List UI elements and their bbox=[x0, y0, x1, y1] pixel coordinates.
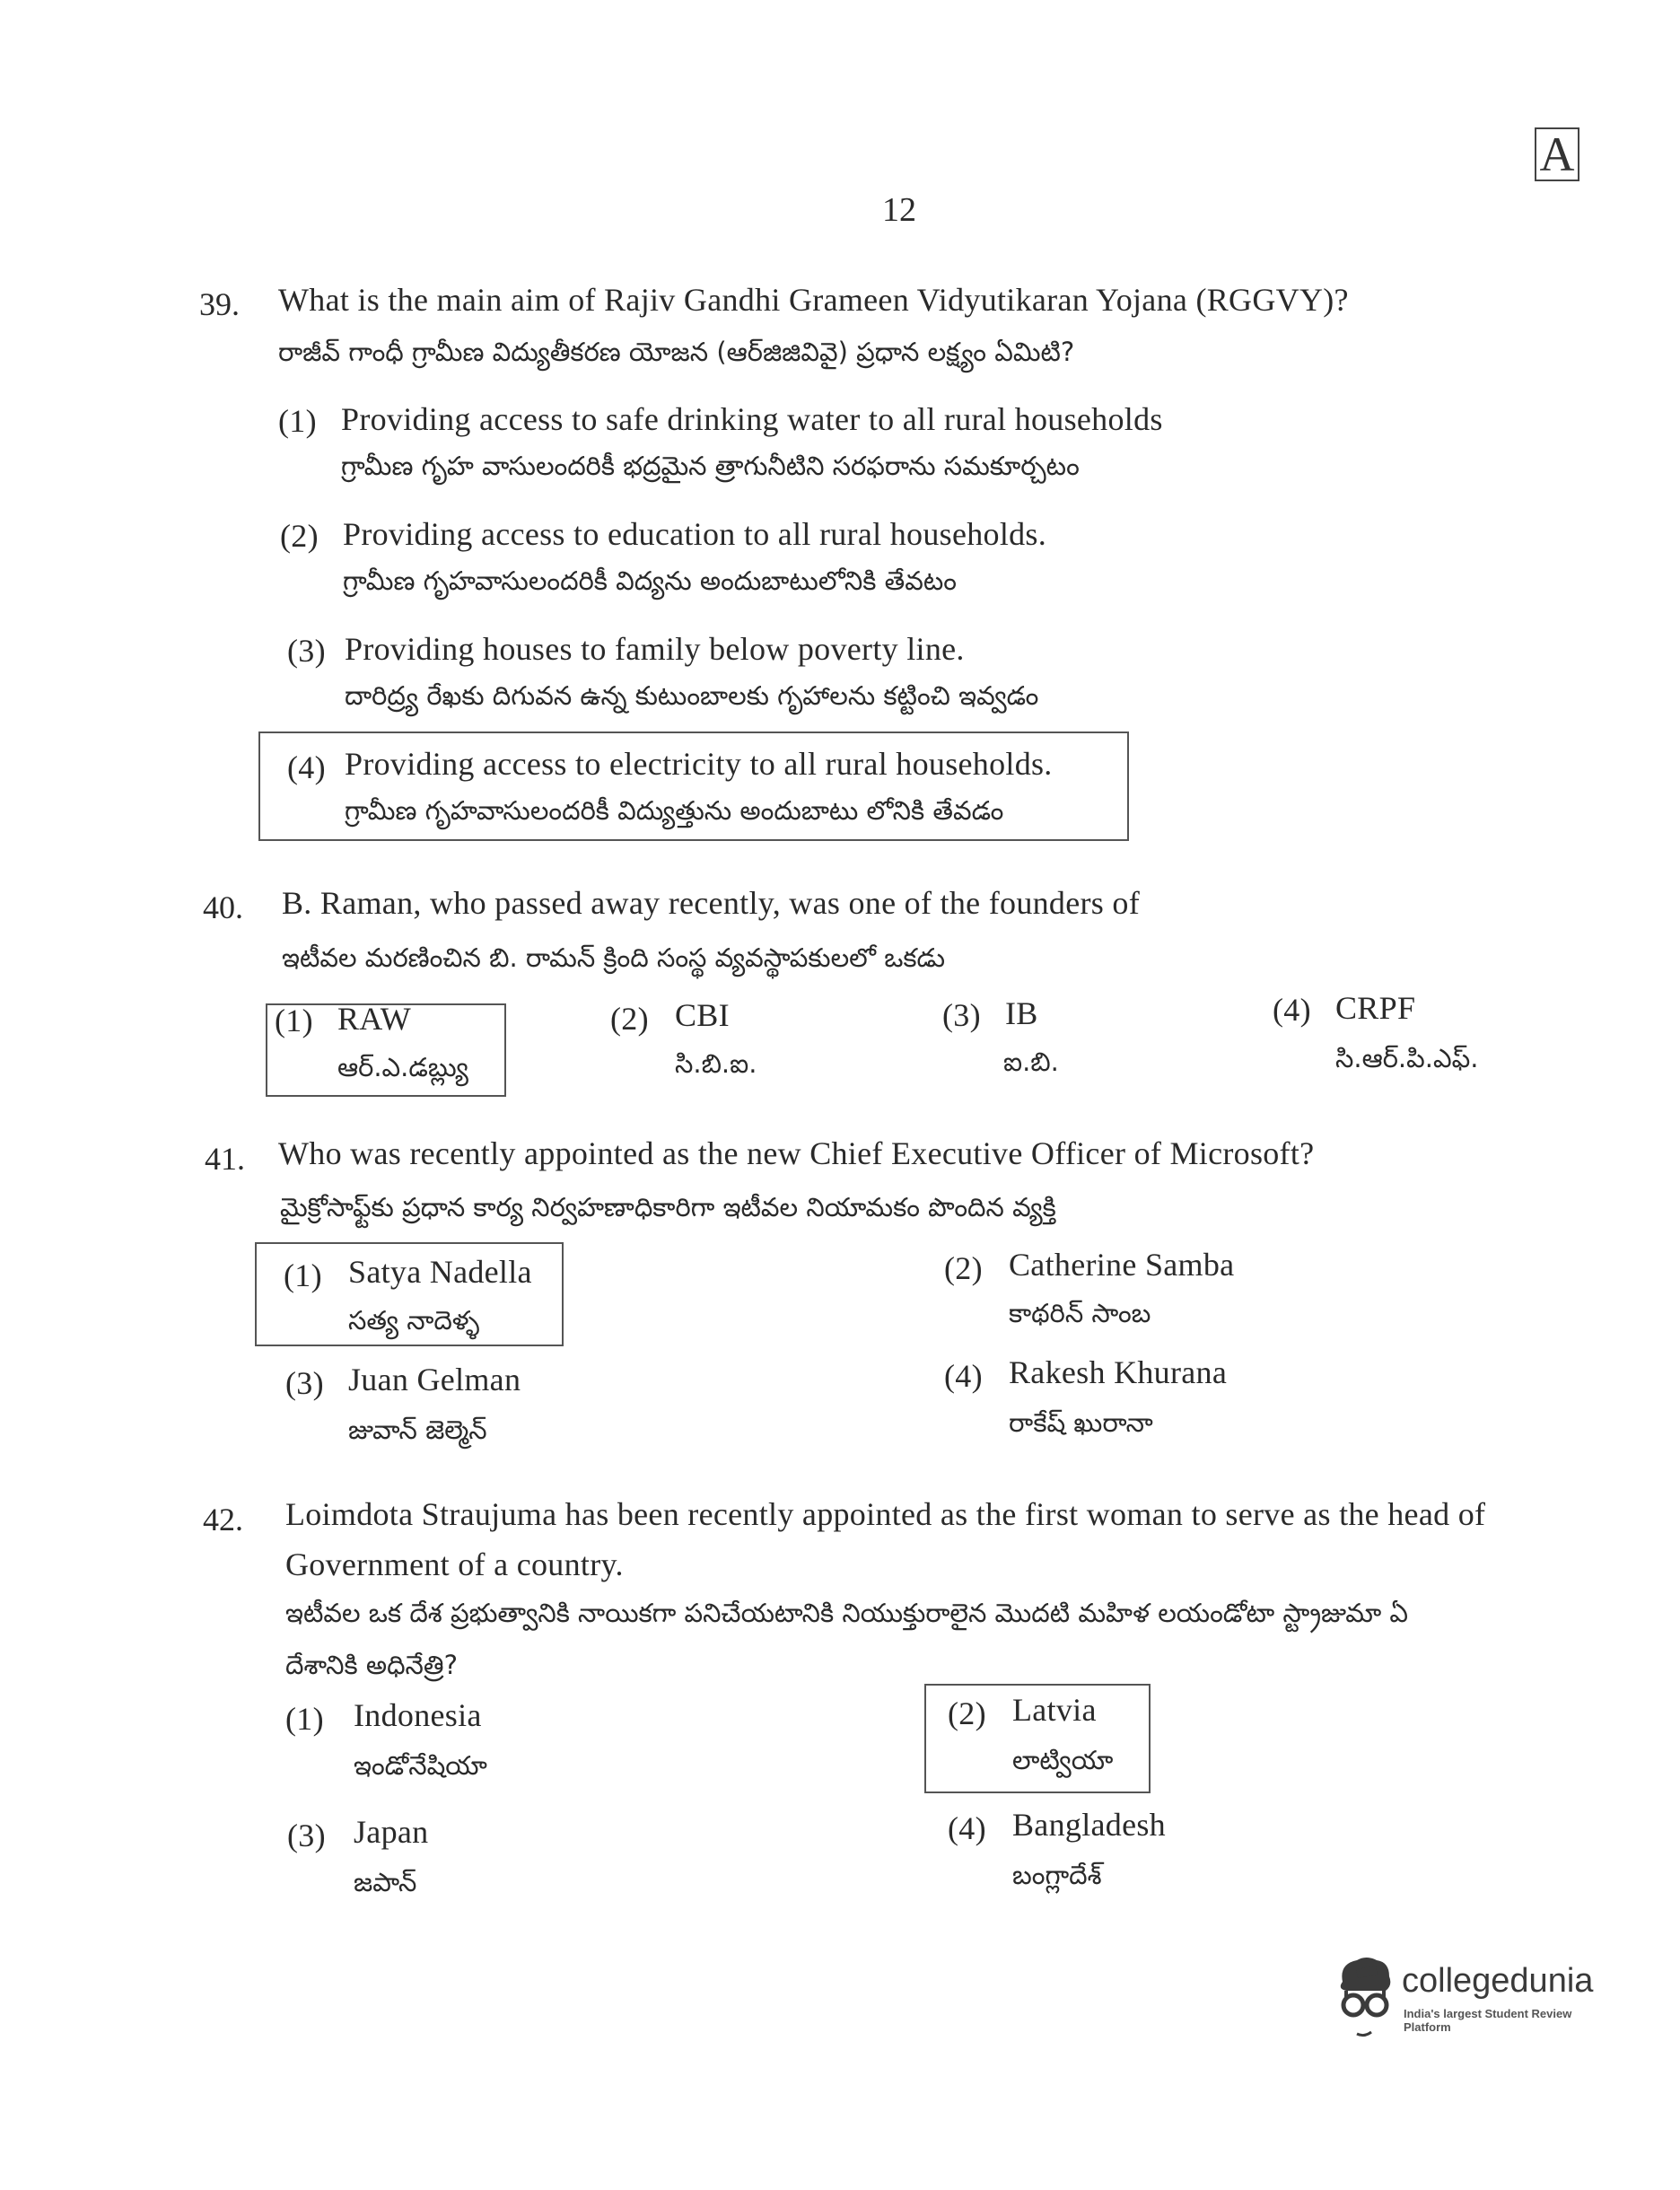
option-number: (3) bbox=[285, 1365, 324, 1401]
option-text-en: Indonesia bbox=[354, 1697, 482, 1733]
option-text-en: IB bbox=[1005, 995, 1038, 1031]
option-number: (2) bbox=[948, 1695, 986, 1731]
option-number: (4) bbox=[948, 1810, 986, 1846]
question-text-te: మైక్రోసాఫ్ట్‌కు ప్రధాన కార్య నిర్వహణాధికారిగా ఇటీవల నియామకం పొందిన వ్యక్తి bbox=[280, 1192, 1056, 1222]
option-text-te: కాథరిన్ సాంబ bbox=[1009, 1298, 1151, 1328]
option-number: (3) bbox=[942, 997, 981, 1033]
option-text-te: బంగ్లాదేశ్ bbox=[1012, 1860, 1102, 1890]
option-text-te: గ్రామీణ గృహవాసులందరికీ విద్యుత్తును అందుబాటు లోనికి తేవడం bbox=[345, 795, 1004, 826]
question-text-te: ఇటీవల మరణించిన బి. రామన్ క్రింది సంస్థ వ్యవస్థాపకులలో ఒకడు bbox=[282, 942, 946, 973]
brand-tagline: India's largest Student Review Platform bbox=[1404, 2007, 1572, 2034]
question-number: 42. bbox=[203, 1502, 243, 1537]
question-text-en: B. Raman, who passed away recently, was one of the founders of bbox=[282, 885, 1140, 921]
option-number: (3) bbox=[287, 1818, 326, 1853]
question-text-en-line1: Loimdota Straujuma has been recently appointed as the first woman to serve as the head of bbox=[285, 1496, 1486, 1532]
question-text-en: Who was recently appointed as the new Chief Executive Officer of Microsoft? bbox=[278, 1135, 1315, 1171]
option-text-te: దారిద్ర్య రేఖకు దిగువన ఉన్న కుటుంబాలకు గృహాలను కట్టించి ఇవ్వడం bbox=[345, 680, 1039, 711]
option-text-en: CBI bbox=[675, 997, 730, 1033]
question-text-en-line2: Government of a country. bbox=[285, 1546, 624, 1582]
option-number: (2) bbox=[610, 1001, 649, 1037]
collegedunia-watermark bbox=[1330, 1955, 1594, 2036]
option-text-te: ఆర్.ఎ.డబ్ల్యు bbox=[337, 1052, 468, 1082]
option-text-te: జపాన్ bbox=[354, 1867, 417, 1897]
option-number: (3) bbox=[287, 633, 326, 669]
option-text-te: జువాన్ జెల్మెన్ bbox=[348, 1415, 487, 1445]
option-text-te: లాట్వియా bbox=[1012, 1745, 1114, 1775]
option-text-en: Japan bbox=[354, 1814, 429, 1850]
option-text-te: రాకేష్ ఖురానా bbox=[1009, 1407, 1153, 1438]
question-number: 41. bbox=[205, 1141, 245, 1177]
option-number: (1) bbox=[275, 1003, 313, 1038]
question-text-te: రాజీవ్ గాంధీ గ్రామీణ విద్యుతీకరణ యోజన (ఆర్‌జిజివివై) ప్రధాన లక్ష్యం ఏమిటి? bbox=[278, 337, 1075, 367]
option-text-te: సి.ఆర్.పి.ఎఫ్. bbox=[1335, 1043, 1479, 1073]
option-number: (4) bbox=[1273, 992, 1311, 1028]
option-number: (4) bbox=[287, 749, 326, 785]
option-number: (4) bbox=[944, 1358, 983, 1394]
question-number: 39. bbox=[199, 286, 240, 322]
option-text-en: RAW bbox=[337, 1001, 412, 1037]
option-text-en: Bangladesh bbox=[1012, 1807, 1166, 1843]
brand-name: collegedunia bbox=[1402, 1962, 1594, 2000]
option-text-en: Providing access to safe drinking water to all rural households bbox=[341, 401, 1163, 437]
option-text-en: Providing houses to family below poverty line. bbox=[345, 631, 965, 667]
option-text-te: ఐ.బి. bbox=[1003, 1047, 1059, 1077]
option-text-te: సి.బి.ఐ. bbox=[675, 1048, 757, 1079]
option-text-te: ఇండోనేషియా bbox=[354, 1750, 487, 1781]
question-text-te-line1: ఇటీవల ఒక దేశ ప్రభుత్వానికి నాయికగా పనిచేయటానికి నియుక్తురాలైన మొదటి మహిళ లయండోటా స్ట్రాజుమా ఏ bbox=[285, 1598, 1409, 1628]
question-number: 40. bbox=[203, 889, 243, 925]
option-number: (2) bbox=[280, 518, 319, 554]
page-number: 12 bbox=[882, 191, 916, 229]
option-text-en: Providing access to education to all rural households. bbox=[343, 516, 1047, 552]
option-text-en: Juan Gelman bbox=[348, 1362, 521, 1397]
collegedunia-mascot-icon bbox=[1330, 1955, 1400, 2041]
option-text-en: CRPF bbox=[1335, 990, 1416, 1026]
option-text-en: Providing access to electricity to all rural households. bbox=[345, 746, 1053, 782]
question-text-en: What is the main aim of Rajiv Gandhi Grameen Vidyutikaran Yojana (RGGVY)? bbox=[278, 282, 1349, 318]
option-number: (2) bbox=[944, 1250, 983, 1286]
option-text-te: గ్రామీణ గృహవాసులందరికీ విద్యను అందుబాటులోనికి తేవటం bbox=[343, 565, 957, 596]
option-number: (1) bbox=[278, 403, 317, 439]
option-number: (1) bbox=[284, 1257, 322, 1293]
option-number: (1) bbox=[285, 1701, 324, 1737]
option-text-en: Satya Nadella bbox=[348, 1254, 532, 1290]
option-text-te: సత్య నాదెళ్ళ bbox=[348, 1305, 480, 1336]
option-text-te: గ్రామీణ గృహ వాసులందరికీ భద్రమైన త్రాగునీటిని సరఫరాను సమకూర్చటం bbox=[341, 451, 1080, 481]
option-text-en: Catherine Samba bbox=[1009, 1247, 1235, 1283]
option-text-en: Latvia bbox=[1012, 1692, 1097, 1728]
paper-code-box: A bbox=[1535, 127, 1579, 181]
question-text-te-line2: దేశానికి అధినేత్రి? bbox=[285, 1650, 458, 1680]
option-text-en: Rakesh Khurana bbox=[1009, 1354, 1228, 1390]
